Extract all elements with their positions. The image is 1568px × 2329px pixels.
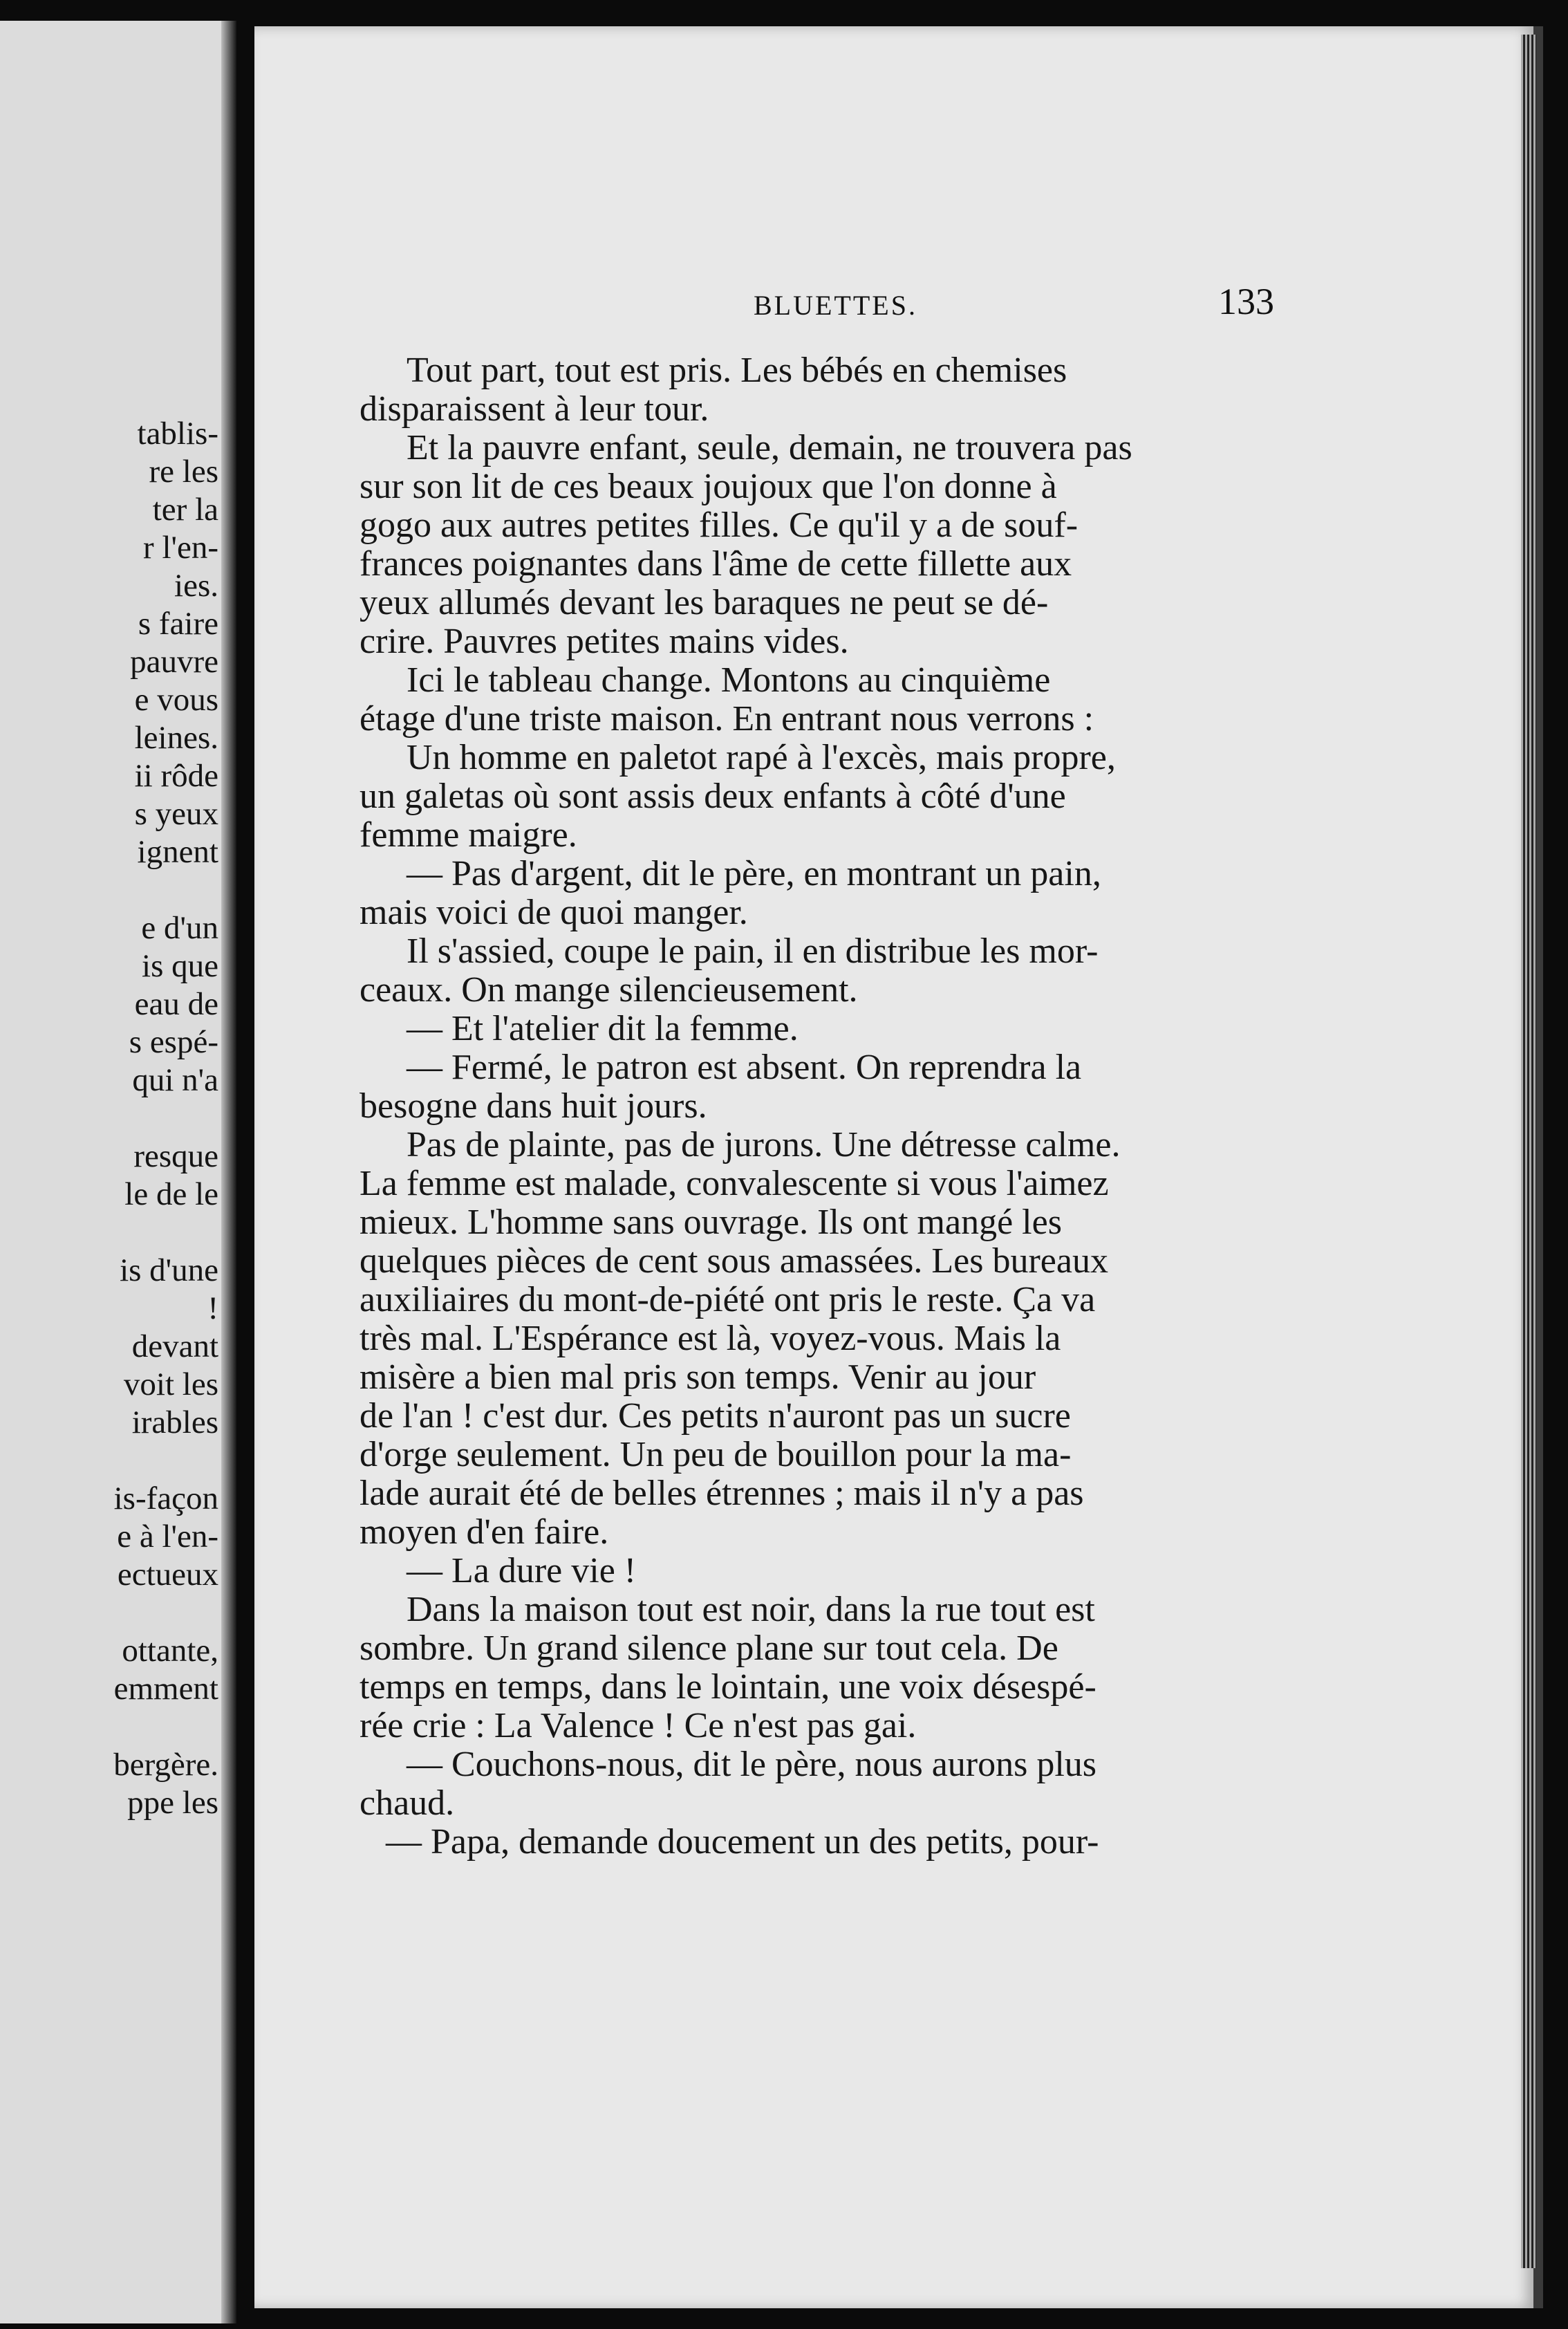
- left-page-line: is d'une: [120, 1252, 218, 1288]
- text-line: quelques pièces de cent sous amassées. Les bureaux: [360, 1241, 1108, 1281]
- text-line: — La dure vie !: [407, 1551, 637, 1590]
- text-line: Et la pauvre enfant, seule, demain, ne trouvera pas: [407, 428, 1132, 467]
- text-line: yeux allumés devant les baraques ne peut se dé-: [360, 583, 1049, 622]
- text-line: femme maigre.: [360, 815, 577, 855]
- text-line: mais voici de quoi manger.: [360, 893, 748, 932]
- text-line: moyen d'en faire.: [360, 1512, 609, 1552]
- left-page-line: e d'un: [141, 910, 218, 946]
- left-page-line: ectueux: [117, 1557, 218, 1593]
- left-page-line: devant: [131, 1328, 218, 1364]
- left-page-line: eau de: [134, 986, 218, 1022]
- text-line: Tout part, tout est pris. Les bébés en chemises: [407, 351, 1067, 390]
- text-line: mieux. L'homme sans ouvrage. Ils ont mangé les: [360, 1203, 1062, 1242]
- left-page-line: ignent: [137, 834, 218, 870]
- text-line: Il s'assied, coupe le pain, il en distribue les mor-: [407, 931, 1099, 971]
- text-line: — Pas d'argent, dit le père, en montrant un pain,: [407, 854, 1101, 893]
- text-line: Ici le tableau change. Montons au cinquième: [407, 660, 1051, 700]
- left-page-line: pauvre: [130, 644, 218, 680]
- left-page-line: bergère.: [113, 1747, 218, 1783]
- left-page-line: is-façon: [113, 1481, 218, 1516]
- text-line: un galetas où sont assis deux enfants à côté d'une: [360, 777, 1066, 816]
- text-line: — Fermé, le patron est absent. On reprendra la: [407, 1048, 1082, 1087]
- left-page-line: ppe les: [127, 1785, 218, 1821]
- left-facing-page: [0, 21, 236, 2323]
- left-page-line: tablis-: [137, 416, 218, 452]
- left-page-line: is que: [142, 948, 218, 984]
- left-page-line: s faire: [138, 606, 218, 642]
- left-page-line: emment: [113, 1671, 218, 1707]
- text-line: Dans la maison tout est noir, dans la rue tout est: [407, 1590, 1095, 1629]
- text-line: — Papa, demande doucement un des petits, pour-: [386, 1822, 1099, 1862]
- text-line: ceaux. On mange silencieusement.: [360, 970, 858, 1010]
- left-page-line: resque: [133, 1138, 218, 1174]
- left-page-line: leines.: [134, 720, 218, 756]
- left-page-line: ottante,: [122, 1633, 218, 1669]
- text-line: — Couchons-nous, dit le père, nous aurons plus: [407, 1745, 1097, 1784]
- text-line: sombre. Un grand silence plane sur tout cela. De: [360, 1629, 1058, 1668]
- text-line: crire. Pauvres petites mains vides.: [360, 622, 849, 661]
- running-head: BLUETTES.: [754, 290, 917, 321]
- text-line: lade aurait été de belles étrennes ; mais il n'y a pas: [360, 1474, 1084, 1513]
- text-line: auxiliaires du mont-de-piété ont pris le reste. Ça va: [360, 1280, 1096, 1319]
- text-line: de l'an ! c'est dur. Ces petits n'auront pas un sucre: [360, 1396, 1071, 1436]
- text-line: rée crie : La Valence ! Ce n'est pas gai.: [360, 1706, 917, 1745]
- text-line: gogo aux autres petites filles. Ce qu'il y a de souf-: [360, 505, 1079, 545]
- left-page-line: le de le: [124, 1176, 218, 1212]
- text-line: frances poignantes dans l'âme de cette fillette aux: [360, 544, 1072, 584]
- left-page-edge: [221, 21, 236, 2323]
- text-line: étage d'une triste maison. En entrant nous verrons :: [360, 699, 1094, 739]
- text-line: temps en temps, dans le lointain, une voix désespé-: [360, 1667, 1096, 1707]
- text-line: chaud.: [360, 1783, 455, 1823]
- text-line: Un homme en paletot rapé à l'excès, mais propre,: [407, 738, 1116, 777]
- text-line: La femme est malade, convalescente si vous l'aimez: [360, 1164, 1109, 1203]
- text-line: disparaissent à leur tour.: [360, 389, 709, 429]
- text-line: sur son lit de ces beaux joujoux que l'on donne à: [360, 467, 1057, 506]
- left-page-line: e à l'en-: [117, 1519, 218, 1555]
- left-page-line: qui n'a: [132, 1062, 218, 1098]
- left-page-line: ii rôde: [134, 758, 218, 794]
- left-page-line: s espé-: [129, 1024, 218, 1060]
- left-page-line: s yeux: [134, 796, 218, 832]
- left-page-line: re les: [149, 454, 218, 490]
- left-page-line: e vous: [134, 682, 218, 718]
- left-page-line: irables: [131, 1404, 218, 1440]
- text-line: — Et l'atelier dit la femme.: [407, 1009, 799, 1048]
- book-gutter: [236, 0, 254, 2329]
- left-page-line: voit les: [123, 1366, 218, 1402]
- text-line: d'orge seulement. Un peu de bouillon pour la ma-: [360, 1435, 1072, 1474]
- page-number: 133: [1218, 281, 1274, 322]
- text-line: besogne dans huit jours.: [360, 1086, 707, 1126]
- left-page-line: r l'en-: [143, 530, 218, 566]
- text-line: très mal. L'Espérance est là, voyez-vous. Mais la: [360, 1319, 1061, 1358]
- page-stack-edge: [1521, 35, 1536, 2268]
- left-page-line: ter la: [152, 492, 218, 528]
- text-line: misère a bien mal pris son temps. Venir au jour: [360, 1357, 1036, 1397]
- left-page-line: !: [207, 1290, 218, 1326]
- text-line: Pas de plainte, pas de jurons. Une détresse calme.: [407, 1125, 1121, 1164]
- left-page-line: ies.: [174, 568, 218, 604]
